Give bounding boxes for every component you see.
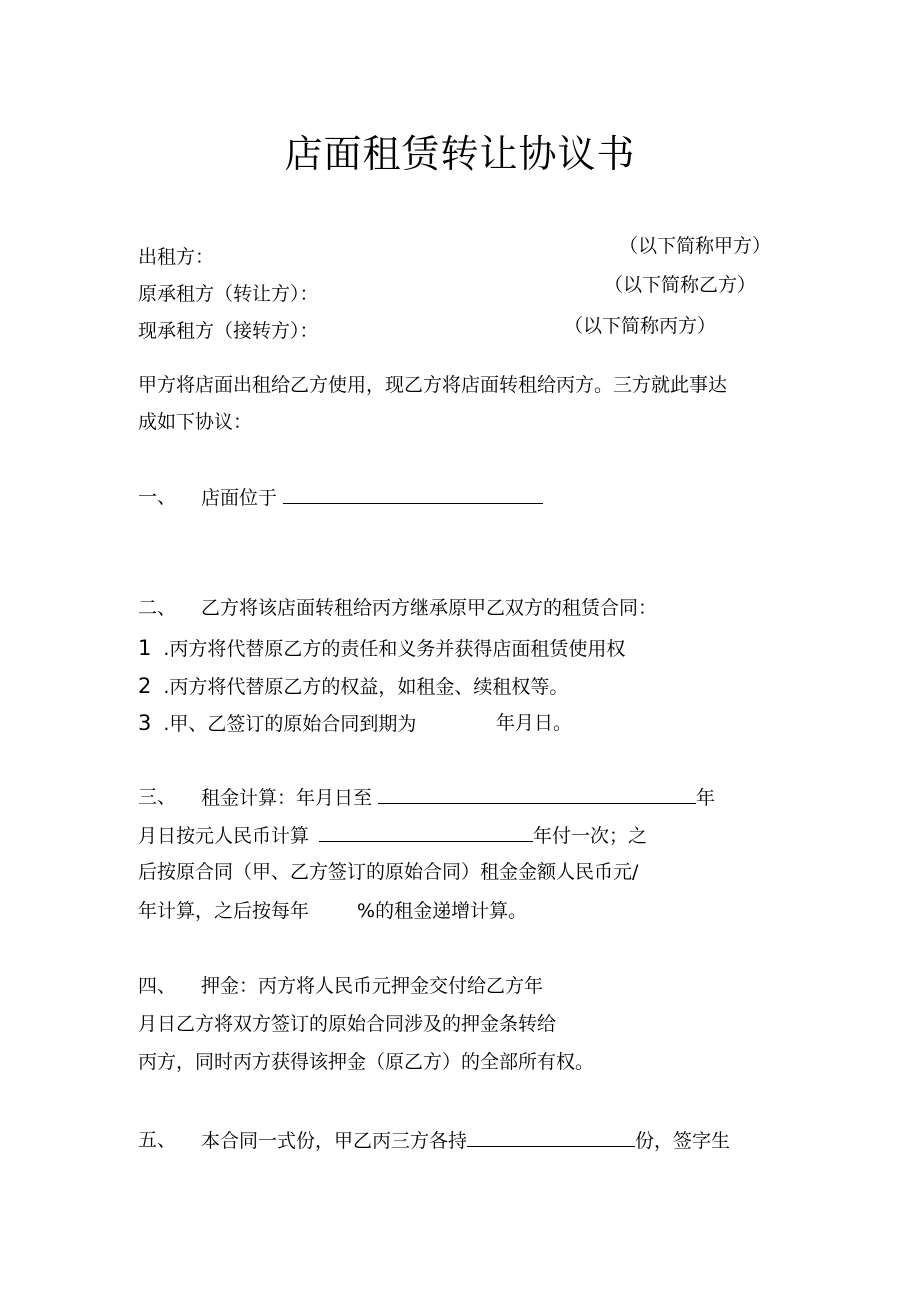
rent-increase-rate: %的租金递增计算。 (357, 900, 528, 922)
section-1-number: 一、 (138, 486, 177, 508)
section-4-line-1: 押金：丙方将人民币元押金交付给乙方年 (201, 975, 544, 997)
lessor-note: （以下简称甲方） (619, 235, 772, 257)
item-3-text: .甲、乙签订的原始合同到期为 (163, 713, 417, 735)
section-3-line-4 (138, 899, 527, 923)
section-2-item-1 (138, 636, 625, 661)
section-3-line-3: 后按原合同（甲、乙方签订的原始合同）租金金额人民币元/ (138, 861, 639, 883)
section-2-heading: 乙方将该店面转租给丙方继承原甲乙双方的租赁合同： (201, 597, 658, 619)
section-1-line (201, 485, 543, 510)
item-1-text: .丙方将代替原乙方的责任和义务并获得店面租赁使用权 (163, 638, 626, 660)
section-3-line-1 (201, 785, 715, 810)
rent-payment-text: 年付一次；之 (533, 825, 648, 847)
section-3-line-2 (138, 823, 647, 848)
rent-amount-text: 月日按元人民币计算 (138, 825, 310, 847)
original-lessee-label: 原承租方（转让方）： (138, 283, 319, 305)
document-title: 店面租赁转让协议书 (284, 132, 636, 176)
rent-amount-blank (319, 823, 533, 842)
rent-increase-text: 年计算，之后按每年 (138, 900, 310, 922)
section-4-line-3: 丙方，同时丙方获得该押金（原乙方）的全部所有权。 (138, 1051, 595, 1073)
section-5-line (201, 1128, 730, 1153)
section-3-number: 三、 (138, 786, 177, 808)
intro-line-1: 甲方将店面出租给乙方使用，现乙方将店面转租给丙方。三方就此事达 (138, 374, 728, 396)
item-2-number: 2 (138, 674, 152, 698)
rent-period-text: 租金计算：年月日至 (201, 787, 373, 809)
item-2-text: .丙方将代替原乙方的权益，如租金、续租权等。 (163, 676, 569, 698)
intro-line-2: 成如下协议： (138, 411, 253, 433)
section-2-item-2 (138, 674, 568, 699)
section-1-text: 店面位于 (201, 487, 278, 509)
rent-period-year: 年 (696, 787, 716, 809)
shop-location-blank (283, 485, 543, 504)
lessor-label: 出租方： (138, 246, 215, 268)
section-4-line-2: 月日乙方将双方签订的原始合同涉及的押金条转给 (138, 1013, 557, 1035)
section-2-item-3 (138, 711, 416, 736)
copies-text: 本合同一式份，甲乙丙三方各持 (201, 1130, 468, 1152)
item-3-tail: 年月日。 (496, 712, 573, 734)
rent-period-blank (378, 785, 696, 804)
section-5-number: 五、 (138, 1129, 177, 1151)
copies-blank (467, 1128, 635, 1147)
new-lessee-note: （以下简称丙方） (564, 315, 717, 337)
item-3-number: 3 (138, 711, 152, 735)
original-lessee-note: （以下简称乙方） (604, 274, 757, 296)
section-4-number: 四、 (138, 975, 177, 997)
section-2-number: 二、 (138, 597, 177, 619)
copies-tail: 份，签字生 (635, 1130, 731, 1152)
new-lessee-label: 现承租方（接转方）： (138, 320, 319, 342)
item-1-number: 1 (138, 636, 152, 660)
